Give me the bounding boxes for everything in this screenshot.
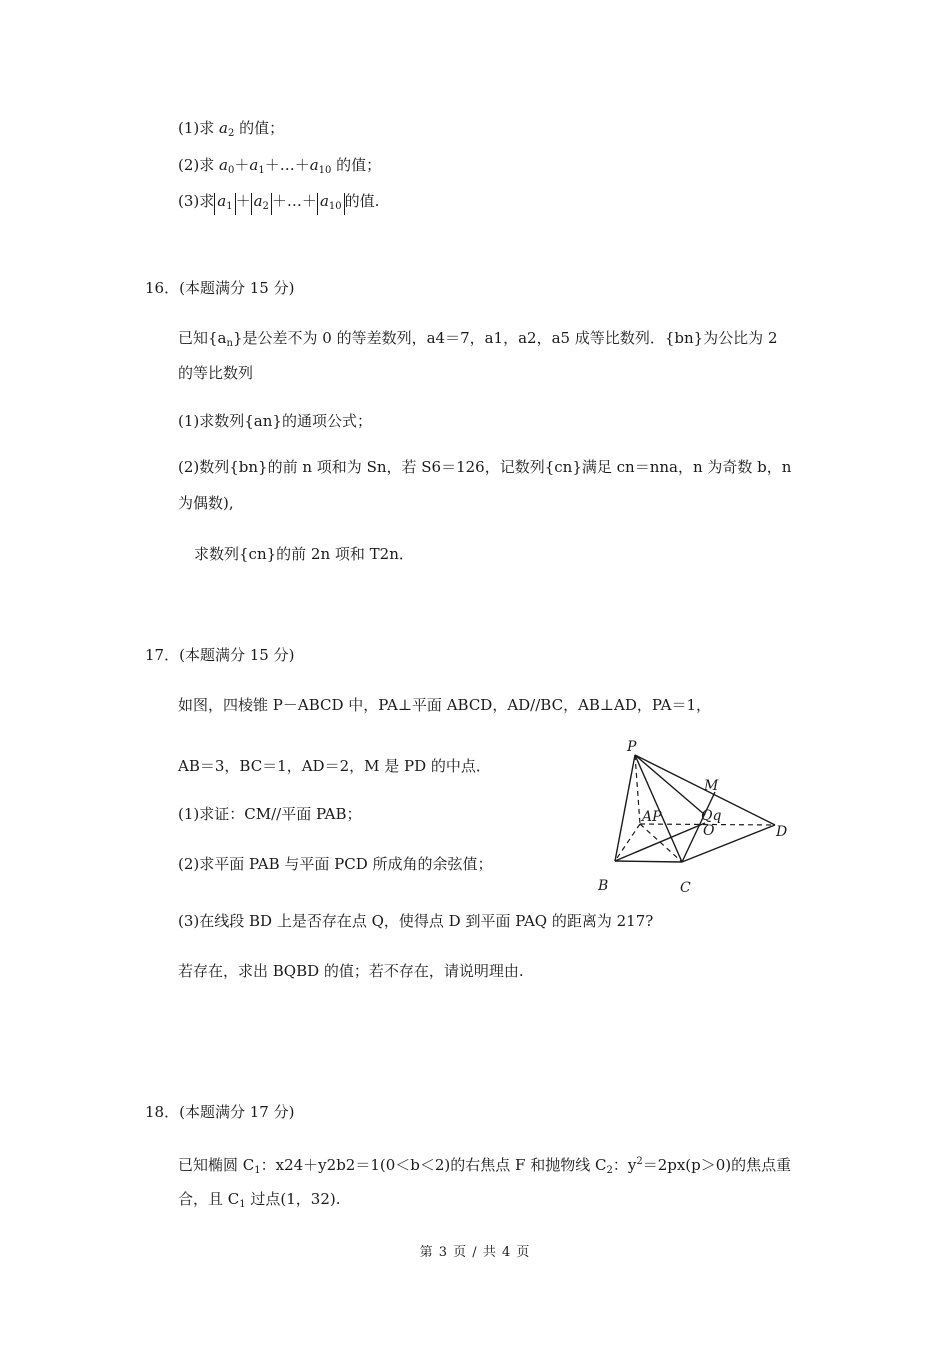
label-AP: AP bbox=[642, 809, 662, 825]
edge-BC bbox=[615, 861, 682, 862]
q15-abs-a10-sub: 10 bbox=[328, 201, 342, 212]
q15-part2-a1: a bbox=[249, 156, 259, 174]
q15-abs-a1-sub: 1 bbox=[226, 201, 233, 212]
q18-stem-a: 已知椭圆 C bbox=[178, 1156, 255, 1174]
q15-abs-a10-var: a bbox=[319, 192, 329, 210]
q15-part3-plus: ＋ bbox=[235, 192, 251, 210]
q15-part1-label: (1)求 bbox=[178, 119, 220, 137]
q16-header: 16．(本题满分 15 分) bbox=[145, 279, 295, 297]
q18-header: 18．(本题满分 17 分) bbox=[145, 1103, 295, 1121]
q15-part2-plus: ＋ bbox=[234, 156, 250, 174]
q15-part2-a10: a bbox=[309, 156, 319, 174]
q15-part2-a0-sub: 0 bbox=[227, 165, 235, 176]
q16-stem-line1 bbox=[178, 327, 778, 355]
q15-part1-sub: 2 bbox=[227, 128, 235, 139]
label-O: O bbox=[703, 823, 715, 839]
q15-part1-var: a bbox=[219, 119, 228, 137]
q15-abs-a1-var: a bbox=[217, 192, 227, 210]
q18-stem-b: ：x24＋y2b2＝1(0＜b＜2)的右焦点 F 和抛物线 C bbox=[260, 1156, 607, 1174]
q15-part3-label: (3)求 bbox=[178, 192, 215, 210]
q16-stem-sub: n bbox=[226, 338, 233, 349]
q15-part2-a1-sub: 1 bbox=[258, 165, 265, 176]
label-D: D bbox=[776, 824, 788, 840]
q16-stem-start: 已知{a bbox=[178, 329, 227, 347]
pyramid-figure bbox=[590, 735, 805, 900]
q17-part3-line2: 若存在，求出 BQBD 的值；若不存在，请说明理由. bbox=[178, 962, 524, 980]
q18-stem-line2 bbox=[178, 1188, 341, 1216]
q15-abs-a10 bbox=[317, 193, 345, 215]
label-B: B bbox=[598, 878, 609, 894]
q15-abs-a2-var: a bbox=[253, 192, 263, 210]
label-C: C bbox=[680, 880, 691, 896]
q15-abs-a2-sub: 2 bbox=[262, 201, 269, 212]
q15-part3-dots: ＋…＋ bbox=[271, 192, 317, 210]
q18-stem-sub1: 1 bbox=[254, 1165, 261, 1176]
label-P: P bbox=[627, 739, 637, 755]
q18-stem-sup: 2 bbox=[636, 1156, 643, 1167]
label-Qq: Qq bbox=[701, 808, 722, 824]
q15-abs-a1 bbox=[214, 193, 235, 215]
label-M: M bbox=[704, 778, 719, 794]
q17-part1: (1)求证：CM//平面 PAB； bbox=[178, 805, 362, 823]
q16-part1: (1)求数列{an}的通项公式； bbox=[178, 412, 372, 430]
q16-part2-line1: (2)数列{bn}的前 n 项和为 Sn，若 S6＝126，记数列{cn}满足 cn＝nna，n 为奇数 b，n bbox=[178, 458, 792, 476]
q17-stem-line1: 如图，四棱锥 P－ABCD 中，PA⊥平面 ABCD，AD//BC，AB⊥AD，PA＝1， bbox=[178, 696, 711, 714]
edge-AC-hidden bbox=[640, 824, 682, 862]
q15-part2-a0: a bbox=[219, 156, 228, 174]
q15-part2 bbox=[178, 154, 381, 182]
q16-stem-line2: 的等比数列 bbox=[178, 364, 254, 382]
q16-stem-rest: }是公差不为 0 的等差数列，a4＝7，a1，a2，a5 成等比数列．{bn}为公比为 2 bbox=[232, 329, 778, 347]
q15-part2-tail: 的值； bbox=[331, 156, 382, 174]
q15-part3 bbox=[178, 190, 379, 215]
q16-part2-line3: 求数列{cn}的前 2n 项和 T2n． bbox=[194, 545, 414, 563]
edge-PB bbox=[615, 755, 635, 861]
q18-stem-d: ＝2px(p＞0)的焦点重 bbox=[642, 1156, 792, 1174]
q15-abs-a2 bbox=[251, 193, 272, 215]
q17-part2: (2)求平面 PAB 与平面 PCD 所成角的余弦值； bbox=[178, 855, 493, 873]
edge-CD bbox=[682, 825, 775, 862]
q15-part1 bbox=[178, 117, 284, 145]
q18-stem-line1 bbox=[178, 1151, 791, 1182]
q17-header: 17．(本题满分 15 分) bbox=[145, 646, 295, 664]
q16-part2-line2: 为偶数), bbox=[178, 494, 234, 512]
q15-part2-label: (2)求 bbox=[178, 156, 220, 174]
q18-stem2-b: 过点(1，32). bbox=[245, 1190, 341, 1208]
q18-stem2-sub: 1 bbox=[239, 1199, 246, 1210]
q18-stem-c: ：y bbox=[612, 1156, 637, 1174]
q15-part2-a10-sub: 10 bbox=[318, 165, 332, 176]
q15-part1-tail: 的值； bbox=[234, 119, 285, 137]
q17-stem-line2: AB＝3，BC＝1，AD＝2，M 是 PD 的中点． bbox=[178, 757, 491, 775]
q15-part2-dots: ＋…＋ bbox=[264, 156, 310, 174]
q18-stem2-a: 合，且 C bbox=[178, 1190, 240, 1208]
page-footer: 第 3 页 / 共 4 页 bbox=[419, 1245, 531, 1260]
q17-part3: (3)在线段 BD 上是否存在点 Q，使得点 D 到平面 PAQ 的距离为 217? bbox=[178, 912, 654, 930]
q18-stem-sub2: 2 bbox=[606, 1165, 613, 1176]
q15-part3-tail: 的值. bbox=[344, 192, 380, 210]
